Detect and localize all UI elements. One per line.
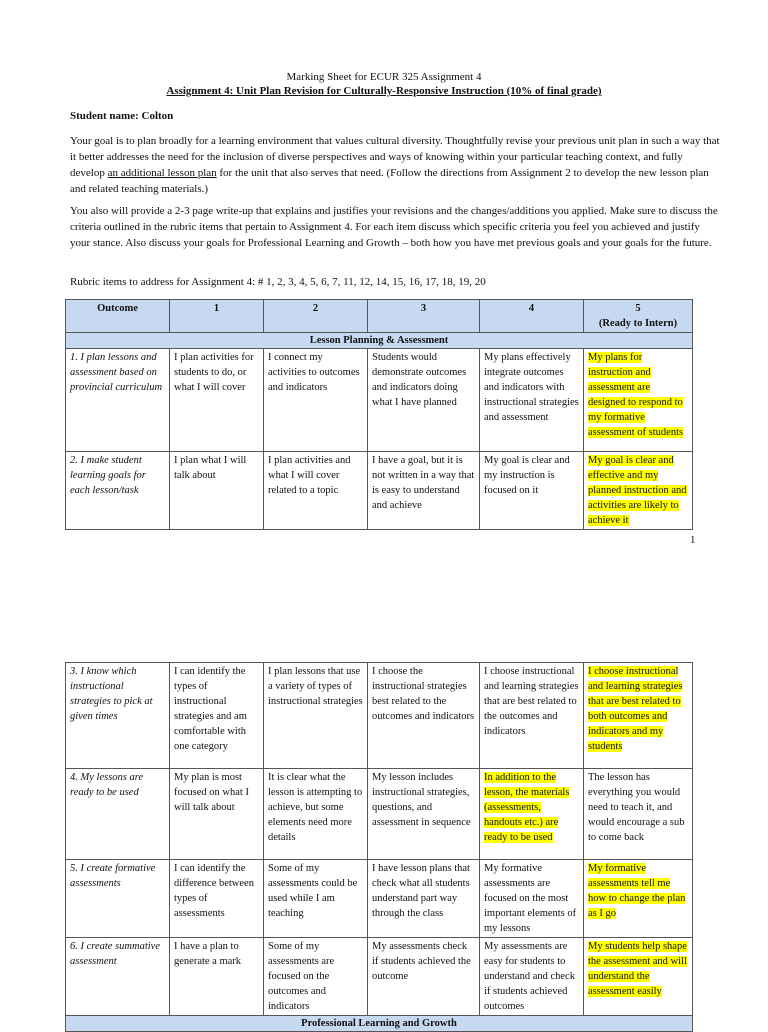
outcome-cell: 6. I create summative assessment [66, 938, 170, 1016]
outcome-cell: 4. My lessons are ready to be used [66, 769, 170, 860]
level-2-cell: I plan activities and what I will cover related to a topic [264, 452, 368, 530]
highlighted-text: My formative assessments tell me how to change the plan as I go [588, 863, 686, 919]
section-title: Professional Learning and Growth [66, 1016, 693, 1032]
level-3-cell: My lesson includes instructional strategies, questions, and assessment in sequence [368, 769, 480, 860]
level-5-cell [584, 860, 693, 938]
level-4-cell: My plans effectively integrate outcomes and indicators with instructional strategies and assessment [480, 349, 584, 452]
level-2-cell: I plan lessons that use a variety of types of instructional strategies [264, 663, 368, 769]
section-row [66, 333, 693, 349]
sheet-title: Marking Sheet for ECUR 325 Assignment 4 [286, 71, 482, 83]
level-2-cell: It is clear what the lesson is attempting to achieve, but some elements need more details [264, 769, 368, 860]
outcome-cell: 1. I plan lessons and assessment based on provincial curriculum [66, 349, 170, 452]
level-3-cell: Students would demonstrate outcomes and indicators doing what I have planned [368, 349, 480, 452]
level-1-cell: I can identify the types of instructional strategies and am comfortable with one category [170, 663, 264, 769]
level-2-cell: I connect my activities to outcomes and indicators [264, 349, 368, 452]
outcome-cell: 5. I create formative assessments [66, 860, 170, 938]
table-row [66, 938, 693, 1016]
table-row [66, 860, 693, 938]
instructions-paragraph-1 [70, 133, 720, 197]
student-name: Student name: Colton [70, 110, 174, 122]
highlighted-text: In addition to the lesson, the materials (assessments, handouts etc.) are ready to be used [484, 772, 570, 843]
highlighted-text: My students help shape the assessment and will understand the assessment easily [588, 941, 687, 997]
header-level-4: 4 [480, 300, 584, 333]
page-number: 1 [690, 534, 696, 546]
outcome-cell: 3. I know which instructional strategies to pick at given times [66, 663, 170, 769]
instructions-paragraph-2: You also will provide a 2-3 page write-up that explains and justifies your revisions and the changes/additions you applied. Make sure to discuss the criteria outlined in the rubric items that pertain to Assignment 4. For each item discuss which specific criteria you feel you achieved and justify your stance. Also discuss your goals for Professional Learning and Growth – both how you have met previous goals and your goals for the future. [70, 205, 718, 249]
level-3-cell: I choose the instructional strategies best related to the outcomes and indicators [368, 663, 480, 769]
level-4-cell: I choose instructional and learning strategies that are best related to the outcomes and indicators [480, 663, 584, 769]
rubric-items-line: Rubric items to address for Assignment 4: # 1, 2, 3, 4, 5, 6, 7, 11, 12, 14, 15, 16, 17, 18, 19, 20 [70, 276, 486, 288]
level-1-cell: My plan is most focused on what I will talk about [170, 769, 264, 860]
table-row [66, 452, 693, 530]
para1-text-a: Your goal is to plan broadly for a learning environment that values cultural diversity. Thoughtfully revise your previous unit plan in such a way that it better addresses the need for the inclusion of diverse perspectives and ways of knowing within your particular teaching context, and fully develop [70, 135, 720, 179]
level-2-cell: Some of my assessments are focused on the outcomes and indicators [264, 938, 368, 1016]
header-level-5 [584, 300, 693, 333]
level-5-cell [584, 663, 693, 769]
level-5-cell [584, 452, 693, 530]
level-5-cell [584, 938, 693, 1016]
section-title: Lesson Planning & Assessment [66, 333, 693, 349]
highlighted-text: My plans for instruction and assessment are designed to respond to my formative assessment of students [588, 352, 684, 438]
level-2-cell: Some of my assessments could be used while I am teaching [264, 860, 368, 938]
header-level-1: 1 [170, 300, 264, 333]
header-level-5-number: 5 [635, 303, 641, 314]
level-3-cell: My assessments check if students achieved the outcome [368, 938, 480, 1016]
highlighted-text: My goal is clear and effective and my planned instruction and activities are likely to achieve it [588, 455, 687, 526]
table-row [66, 349, 693, 452]
level-4-cell: My goal is clear and my instruction is focused on it [480, 452, 584, 530]
level-1-cell: I have a plan to generate a mark [170, 938, 264, 1016]
header-level-2: 2 [264, 300, 368, 333]
table-row [66, 769, 693, 860]
para1-underlined: an additional lesson plan [107, 167, 217, 179]
outcome-cell: 2. I make student learning goals for each lesson/task [66, 452, 170, 530]
table-header-row [66, 300, 693, 333]
rubric-table-page-2 [65, 662, 693, 1032]
assignment-title: Assignment 4: Unit Plan Revision for Culturally-Responsive Instruction (10% of final grade) [166, 85, 602, 97]
rubric-table-page-1 [65, 299, 693, 530]
para1-text-b: for the unit that also serves that need. (Follow the directions from Assignment 2 to develop the new lesson plan and related teaching materials.) [70, 167, 709, 195]
table-row [66, 663, 693, 769]
level-1-cell: I can identify the difference between types of assessments [170, 860, 264, 938]
level-4-cell: My assessments are easy for students to understand and check if students achieved outcomes [480, 938, 584, 1016]
level-3-cell: I have a goal, but it is not written in a way that is easy to understand and achieve [368, 452, 480, 530]
level-1-cell: I plan activities for students to do, or what I will cover [170, 349, 264, 452]
level-5-cell: The lesson has everything you would need to teach it, and would encourage a sub to come back [584, 769, 693, 860]
highlighted-text: I choose instructional and learning strategies that are best related to both outcomes and indicators and my students [588, 666, 683, 752]
level-5-cell [584, 349, 693, 452]
level-3-cell: I have lesson plans that check what all students understand part way through the class [368, 860, 480, 938]
level-4-cell [480, 769, 584, 860]
level-1-cell: I plan what I will talk about [170, 452, 264, 530]
header-level-5-label: (Ready to Intern) [598, 318, 678, 329]
header-outcome: Outcome [66, 300, 170, 333]
level-4-cell: My formative assessments are focused on the most important elements of my lessons [480, 860, 584, 938]
header-level-3: 3 [368, 300, 480, 333]
